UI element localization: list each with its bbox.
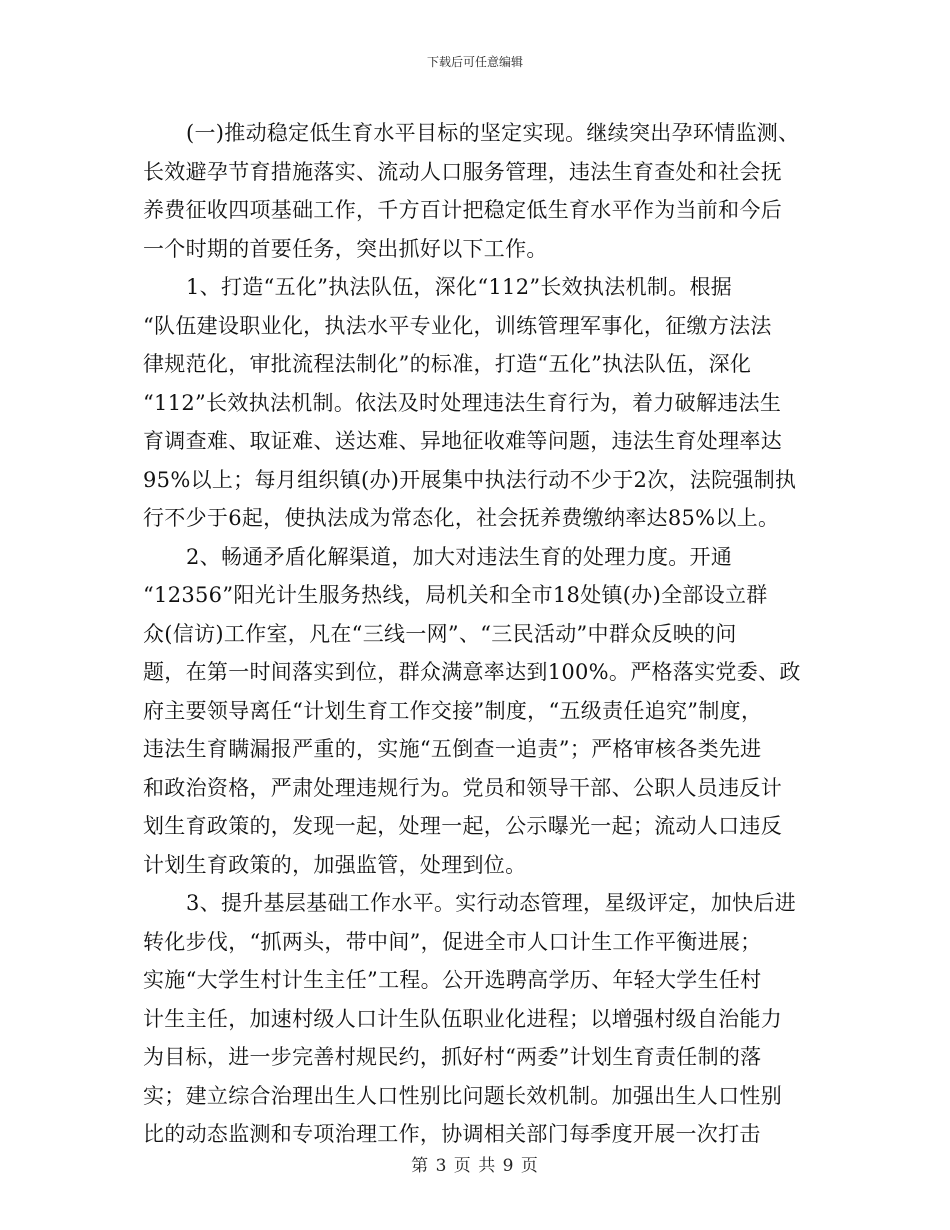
text-line: 养费征收四项基础工作，千方百计把稳定低生育水平作为当前和今后 [143,198,782,222]
text-line: 计生主任，加速村级人口计生队伍职业化进程；以增强村级自治能力 [143,1006,782,1031]
text-line: 实施“大学生村计生主任”工程。公开选聘高学历、年轻大学生任村 [143,968,762,992]
page-footer: 第 3 页 共 9 页 [411,1156,539,1176]
text-line: 律规范化，审批流程法制化”的标准，打造“五化”执法队伍，深化 [143,352,752,376]
text-line: 府主要领导离任“计划生育工作交接”制度，“五级责任追究”制度， [143,698,763,723]
page-header: 下载后可任意编辑 [426,55,523,69]
text-line: “12356”阳光计生服务热线，局机关和全市18处镇(办)全部设立群 [143,583,768,607]
text-line: 2、畅通矛盾化解渠道，加大对违法生育的处理力度。开通 [186,544,733,569]
text-line: 1、打造“五化”执法队伍，深化“112”长效执法机制。根据 [186,275,733,299]
text-line: 比的动态监测和专项治理工作，协调相关部门每季度开展一次打击 [143,1122,761,1146]
text-line: “队伍建设职业化，执法水平专业化，训练管理军事化，征缴方法法 [143,313,772,338]
text-line: 95%以上；每月组织镇(办)开展集中执法行动不少于2次，法院强制执 [143,467,797,492]
text-line: 实；建立综合治理出生人口性别比问题长效机制。加强出生人口性别 [143,1083,782,1108]
text-line: 育调查难、取证难、送达难、异地征收难等问题，违法生育处理率达 [143,429,782,453]
text-line: 转化步伐，“抓两头，带中间”，促进全市人口计生工作平衡进展； [143,929,762,954]
paragraph-2 [143,268,805,538]
paragraph-3 [143,538,805,885]
document-body [143,114,805,1154]
text-line: 计划生育政策的，加强监管，处理到位。 [143,852,527,877]
text-line: 违法生育瞒漏报严重的，实施“五倒查一追责”；严格审核各类先进 [143,737,762,761]
text-line: 为目标，进一步完善村规民约，抓好村“两委”计划生育责任制的落 [143,1045,762,1069]
text-line: 长效避孕节育措施落实、流动人口服务管理，违法生育查处和社会抚 [143,159,782,184]
text-line: 和政治资格，严肃处理违规行为。党员和领导干部、公职人员违反计 [143,775,782,800]
text-line: 3、提升基层基础工作水平。实行动态管理，星级评定，加快后进 [186,891,797,915]
text-line: 一个时期的首要任务，突出抓好以下工作。 [143,236,548,261]
text-line: (一)推动稳定低生育水平目标的坚定实现。继续突出孕环情监测、 [186,121,800,145]
paragraph-4 [143,884,805,1154]
text-line: “112”长效执法机制。依法及时处理违法生育行为，着力破解违法生 [143,390,782,415]
text-line: 众(信访)工作室，凡在“三线一网”、“三民活动”中群众反映的问 [143,621,737,646]
text-line: 行不少于6起，使执法成为常态化，社会抚养费缴纳率达85%以上。 [143,506,780,530]
text-line: 划生育政策的，发现一起，处理一起，公示曝光一起；流动人口违反 [143,814,782,838]
text-line: 题，在第一时间落实到位，群众满意率达到100%。严格落实党委、政 [143,660,801,684]
paragraph-1 [143,114,805,268]
